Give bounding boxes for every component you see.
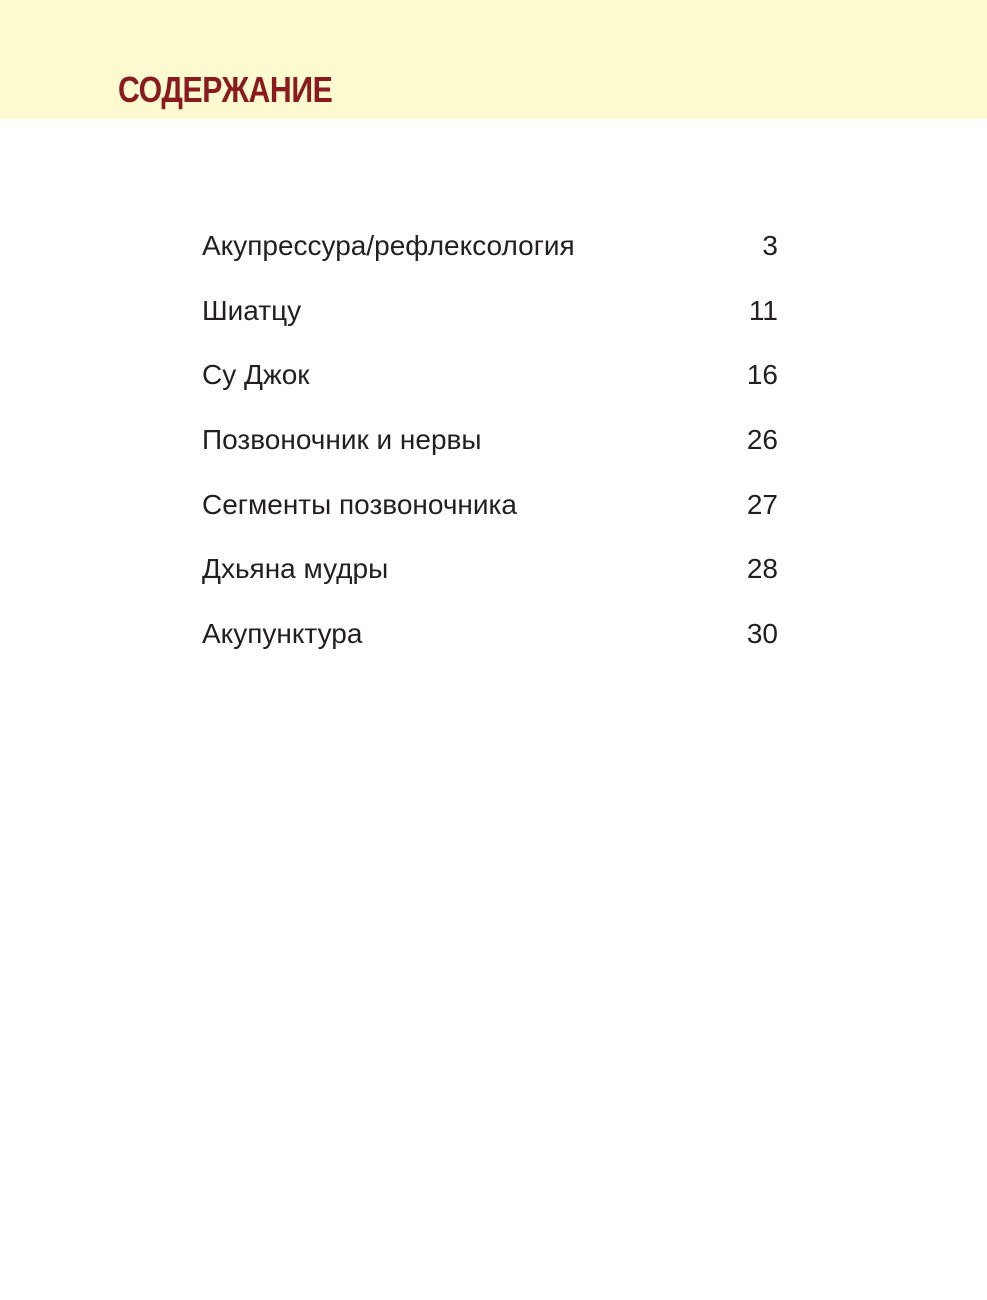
toc-entry-title: Акупунктура: [202, 618, 363, 650]
toc-entry[interactable]: [202, 613, 778, 678]
toc-entry-title: Су Джок: [202, 359, 310, 391]
toc-entry-title: Шиатцу: [202, 294, 302, 326]
toc-entry-title: Позвоночник и нервы: [202, 424, 482, 456]
toc-entry[interactable]: [202, 548, 778, 613]
toc-entry-page: 16: [746, 359, 778, 391]
toc-entry[interactable]: [202, 290, 778, 355]
toc-entry[interactable]: [202, 484, 778, 549]
toc-entry-page: 27: [746, 488, 778, 520]
toc-entry-page: 28: [746, 553, 778, 585]
toc-entry-page: 3: [762, 230, 778, 261]
toc-entry[interactable]: [202, 419, 778, 484]
header-band: [0, 0, 987, 119]
table-of-contents: [202, 225, 778, 678]
toc-entry[interactable]: [202, 354, 778, 419]
toc-entry-page: 11: [748, 294, 778, 326]
toc-entry-title: Дхьяна мудры: [202, 553, 389, 585]
toc-entry[interactable]: [202, 225, 778, 290]
page-title: СОДЕРЖАНИЕ: [118, 69, 333, 110]
toc-entry-page: 26: [746, 424, 778, 456]
toc-entry-title: Сегменты позвоночника: [202, 488, 517, 520]
toc-entry-page: 30: [746, 618, 778, 650]
toc-entry-title: Акупрессура/рефлексология: [202, 230, 575, 261]
